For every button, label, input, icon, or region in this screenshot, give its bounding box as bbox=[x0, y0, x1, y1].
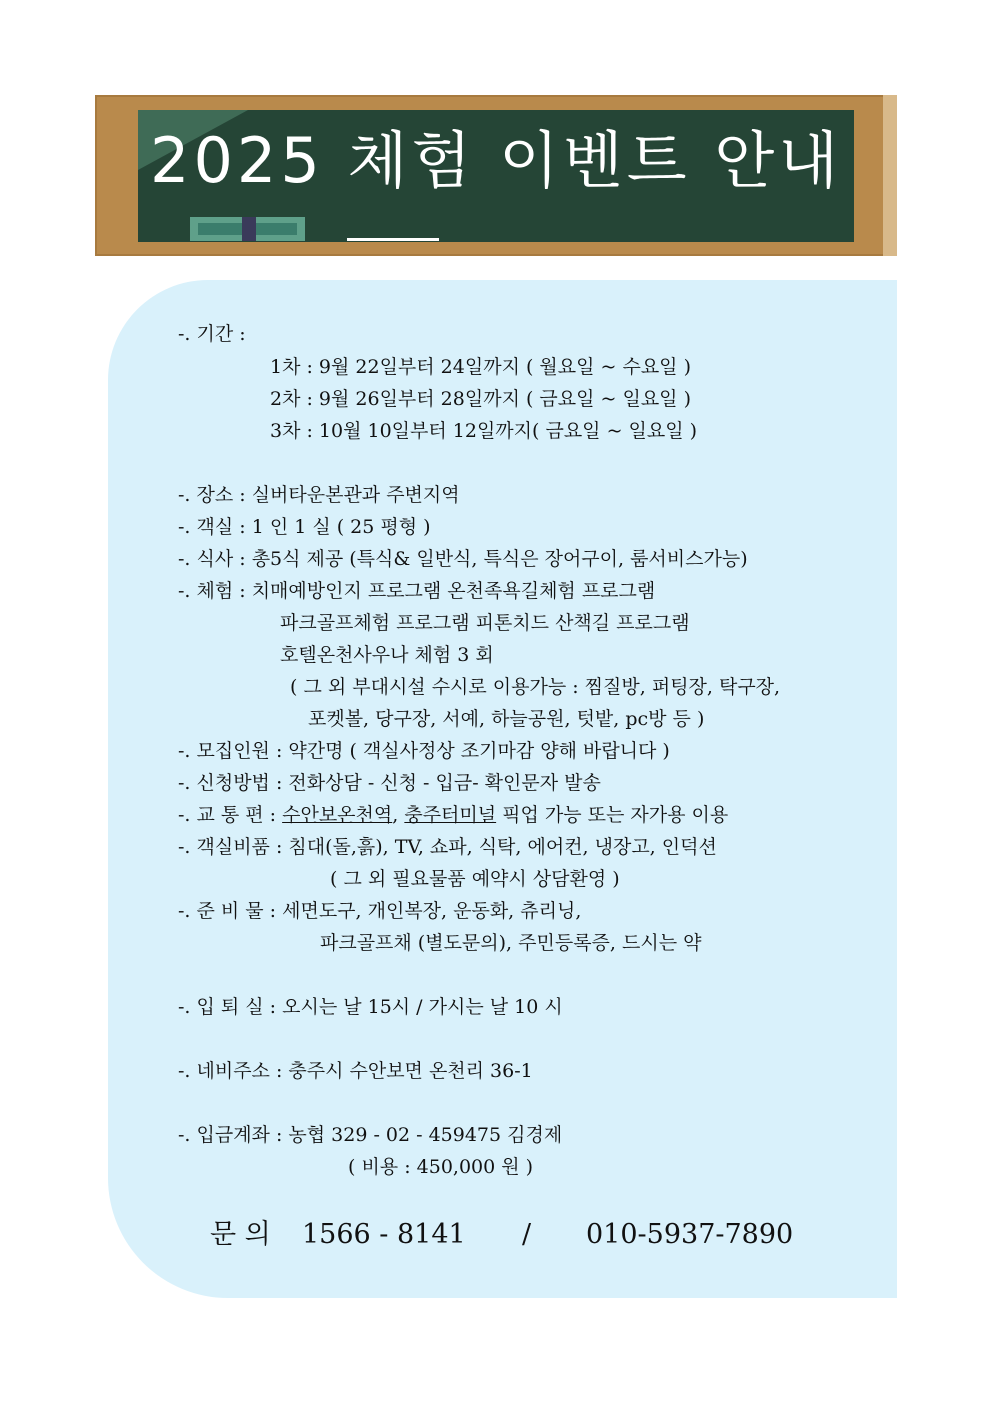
prepare-2: 파크골프채 (별도문의), 주민등록증, 드시는 약 bbox=[320, 932, 702, 954]
place: -. 장소 : 실버타운본관과 주변지역 bbox=[178, 484, 460, 506]
chalk-underline bbox=[347, 238, 439, 241]
period-3: 3차 : 10월 10일부터 12일까지( 금요일 ~ 일요일 ) bbox=[270, 420, 698, 442]
amenities-note: ( 그 외 필요물품 예약시 상담환영 ) bbox=[330, 868, 620, 890]
checkin: -. 입 퇴 실 : 오시는 날 15시 / 가시는 날 10 시 bbox=[178, 996, 563, 1018]
transport-terminal: 충주터미널 bbox=[404, 804, 497, 826]
page-title: 2025 체험 이벤트 안내 bbox=[150, 124, 843, 197]
eraser-icon bbox=[242, 217, 256, 241]
navi-address: -. 네비주소 : 충주시 수안보면 온천리 36-1 bbox=[178, 1060, 533, 1082]
period-2: 2차 : 9월 26일부터 28일까지 ( 금요일 ~ 일요일 ) bbox=[270, 388, 691, 410]
cost: ( 비용 : 450,000 원 ) bbox=[348, 1156, 534, 1178]
experience-5: 포켓볼, 당구장, 서예, 하늘공원, 텃밭, pc방 등 ) bbox=[308, 708, 705, 730]
apply-method: -. 신청방법 : 전화상담 - 신청 - 입금- 확인문자 발송 bbox=[178, 772, 601, 794]
experience-2: 파크골프체험 프로그램 피톤치드 산책길 프로그램 bbox=[280, 612, 690, 634]
contact-label: 문 의 bbox=[210, 1219, 271, 1250]
amenities: -. 객실비품 : 침대(돌,흙), TV, 쇼파, 식탁, 에어컨, 냉장고, 인덕션 bbox=[178, 836, 717, 858]
contact bbox=[210, 1218, 793, 1252]
contact-phone-2: 010-5937-7890 bbox=[586, 1219, 794, 1250]
recruit: -. 모집인원 : 약간명 ( 객실사정상 조기마감 양해 바랍니다 ) bbox=[178, 740, 670, 762]
meal: -. 식사 : 총5식 제공 (특식& 일반식, 특식은 장어구이, 룸서비스가능) bbox=[178, 548, 748, 570]
transport-station: 수안보온천역 bbox=[282, 804, 393, 826]
room: -. 객실 : 1 인 1 실 ( 25 평형 ) bbox=[178, 516, 431, 538]
experience-3: 호텔온천사우나 체험 3 회 bbox=[280, 644, 494, 666]
account: -. 입금계좌 : 농협 329 - 02 - 459475 김경제 bbox=[178, 1124, 563, 1146]
period-label: -. 기간 : bbox=[178, 323, 246, 345]
contact-separator: / bbox=[522, 1219, 532, 1250]
contact-phone-1: 1566 - 8141 bbox=[302, 1219, 466, 1250]
experience-1: -. 체험 : 치매예방인지 프로그램 온천족욕길체험 프로그램 bbox=[178, 580, 656, 602]
transport: -. 교 통 편 : 수안보온천역, 충주터미널 픽업 가능 또는 자가용 이용 bbox=[178, 804, 729, 826]
experience-4: ( 그 외 부대시설 수시로 이용가능 : 찜질방, 퍼팅장, 탁구장, bbox=[290, 676, 781, 698]
period-1: 1차 : 9월 22일부터 24일까지 ( 월요일 ~ 수요일 ) bbox=[270, 356, 691, 378]
prepare: -. 준 비 물 : 세면도구, 개인복장, 운동화, 츄리닝, bbox=[178, 900, 582, 922]
